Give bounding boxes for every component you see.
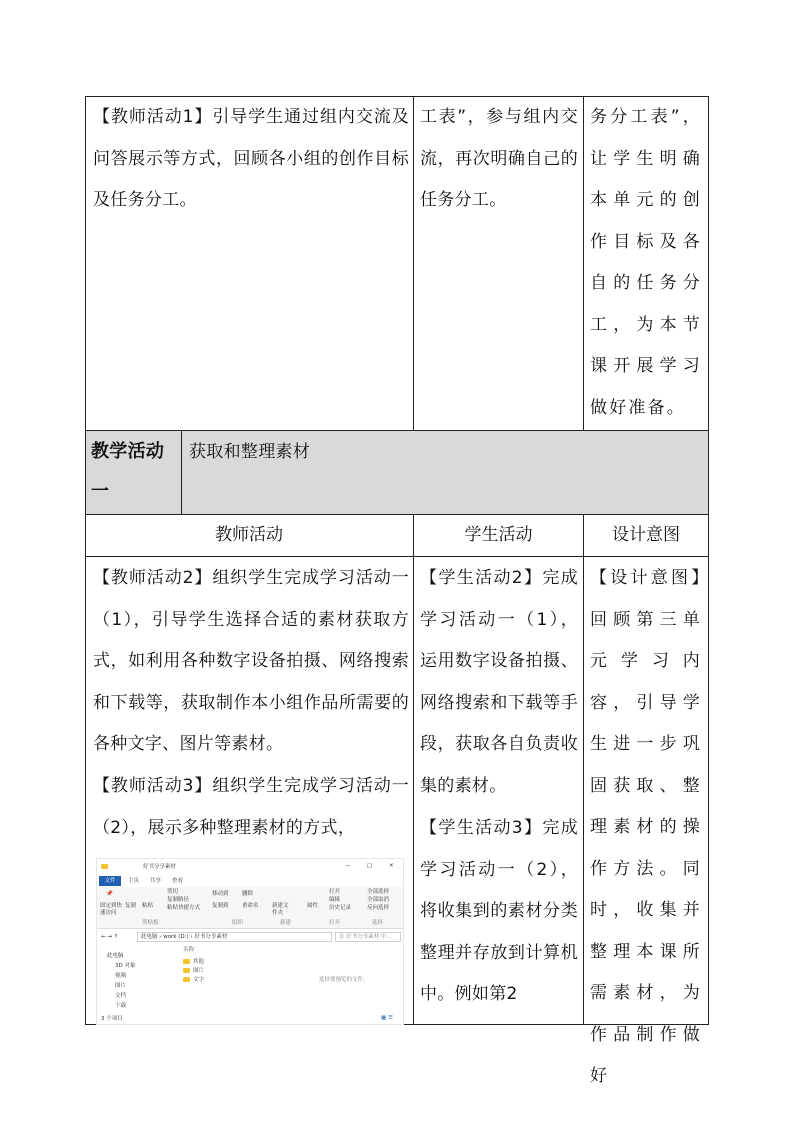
- student-activity-2: 【学生活动2】完成学习活动一（1），运用数字设备拍摄、网络搜索和下载等手段，获取各自负责收集的素材。: [420, 568, 578, 796]
- back-arrow-icon[interactable]: ← → ↑: [101, 934, 119, 940]
- ribbon-delete[interactable]: 删除: [242, 891, 254, 897]
- status-bar: [97, 1015, 403, 1024]
- ribbon-history[interactable]: 历史记录: [329, 905, 352, 911]
- table-border: [85, 556, 709, 557]
- ribbon-copy[interactable]: 复制: [125, 903, 137, 909]
- ribbon-open[interactable]: 打开: [329, 889, 341, 895]
- ribbon-new-folder[interactable]: 新建文件夹: [272, 903, 289, 916]
- teacher-activity-3: 【教师活动3】组织学生完成学习活动一（2），展示多种整理素材的方式，: [93, 776, 409, 838]
- ribbon-edit[interactable]: 编辑: [329, 897, 341, 903]
- section-label: 教学活动一: [91, 441, 165, 502]
- ribbon-select-none[interactable]: 全部取消: [367, 897, 390, 903]
- table-border: [85, 430, 709, 431]
- folder-icon: [101, 864, 111, 871]
- search-box[interactable]: [335, 932, 401, 942]
- ribbon-invert-selection[interactable]: 反向选择: [367, 905, 390, 911]
- folder-icon: [183, 959, 190, 964]
- nav-item-pictures[interactable]: 图片: [115, 983, 127, 989]
- table-border-left: [85, 96, 86, 1025]
- group-select: 选择: [372, 920, 384, 926]
- explorer-ribbon-tabs: [97, 875, 403, 887]
- ribbon-cut[interactable]: 剪切: [167, 889, 179, 895]
- tab-home[interactable]: 主页: [128, 878, 140, 884]
- file-name: 文字: [193, 977, 205, 983]
- table-border: [413, 514, 414, 1024]
- ribbon-copy-to[interactable]: 复制到: [212, 903, 229, 909]
- group-clipboard: 剪贴板: [142, 920, 159, 926]
- ribbon-pin[interactable]: 固定到快速访问: [100, 903, 123, 916]
- table-border: [583, 514, 584, 1024]
- list-item[interactable]: [183, 977, 204, 984]
- ribbon-paste[interactable]: 粘贴: [142, 903, 154, 909]
- explorer-titlebar: [97, 859, 403, 875]
- ribbon-move-to[interactable]: 移动到: [212, 891, 229, 897]
- group-organize: 组织: [232, 920, 244, 926]
- pin-icon[interactable]: 📌: [106, 891, 113, 897]
- table-border: [583, 96, 584, 430]
- ribbon-copy-path[interactable]: 复制路径: [167, 897, 190, 903]
- file-list-pane: [179, 945, 401, 1015]
- header-design: 设计意图: [612, 525, 680, 545]
- ribbon-rename[interactable]: 重命名: [242, 903, 259, 909]
- folder-icon: [183, 977, 190, 982]
- navigation-pane: [97, 945, 175, 1015]
- view-toggle-icon[interactable]: ▦ ☰: [381, 1015, 393, 1021]
- folder-icon: [183, 968, 190, 973]
- file-name: 图片: [193, 968, 205, 974]
- explorer-address-row: [97, 931, 403, 943]
- minimize-icon[interactable]: —: [345, 863, 351, 869]
- ribbon-select-all[interactable]: 全部选择: [367, 889, 390, 895]
- maximize-icon[interactable]: □: [367, 863, 373, 869]
- student-activity-3: 【学生活动3】完成学习活动一（2），将收集到的素材分类整理并存放到计算机中。例如第2: [420, 818, 578, 1004]
- nav-item-downloads[interactable]: 下载: [115, 1003, 127, 1009]
- search-placeholder: 在 好书分享素材 中...: [339, 934, 392, 940]
- tab-share[interactable]: 共享: [150, 878, 162, 884]
- item-count: 3 个项目: [101, 1016, 123, 1022]
- list-item[interactable]: [183, 968, 204, 975]
- section-title: 获取和整理素材: [189, 442, 311, 462]
- top-student-cell: 工表”，参与组内交流，再次明确自己的任务分工。: [420, 107, 578, 210]
- header-teacher: 教师活动: [215, 525, 283, 545]
- design-intent: 【设计意图】回顾第三单元学习内容，引导学生进一步巩固获取、整理素材的操作方法。同时，收集并整理本课所需素材，为作品制作做好: [590, 568, 702, 1086]
- nav-item-videos[interactable]: 视频: [115, 973, 127, 979]
- list-item[interactable]: [183, 959, 204, 966]
- group-open: 打开: [329, 920, 341, 926]
- file-name: 其他: [193, 959, 205, 965]
- address-bar[interactable]: [137, 932, 332, 942]
- table-border: [181, 430, 182, 514]
- tab-file[interactable]: 文件: [99, 876, 121, 886]
- teacher-activity-2: 【教师活动2】组织学生完成学习活动一（1），引导学生选择合适的素材获取方式，如利用各种数字设备拍摄、网络搜索和下载等，获取制作本小组作品所需要的各种文字、图片等素材。: [93, 568, 409, 754]
- tab-view[interactable]: 查看: [172, 878, 184, 884]
- table-border: [413, 96, 414, 430]
- group-new: 新建: [280, 920, 292, 926]
- top-teacher-cell: 【教师活动1】引导学生通过组内交流及问答展示等方式，回顾各小组的创作目标及任务分工。: [93, 107, 409, 210]
- nav-item-this-pc[interactable]: 此电脑: [107, 953, 124, 959]
- header-student: 学生活动: [464, 525, 533, 545]
- explorer-ribbon: [97, 887, 403, 929]
- nav-item-3d-objects[interactable]: 3D 对象: [115, 963, 136, 969]
- close-icon[interactable]: ✕: [389, 863, 394, 869]
- window-title: 好书分享素材: [143, 864, 177, 870]
- ribbon-properties[interactable]: 属性: [307, 903, 319, 909]
- preview-hint: 选择要预览的文件。: [319, 977, 369, 983]
- top-design-cell: 务分工表”，让学生明确本单元的创作目标及各自的任务分工，为本节课开展学习做好准备。: [590, 107, 702, 418]
- nav-item-documents[interactable]: 文档: [115, 993, 127, 999]
- ribbon-paste-shortcut[interactable]: 粘贴快捷方式: [167, 905, 201, 911]
- address-path: 此电脑 › work (D:) › 好书分享素材: [141, 934, 228, 940]
- file-explorer-screenshot: [96, 858, 404, 1025]
- table-border-right: [708, 96, 709, 1025]
- column-header-name[interactable]: 名称: [183, 947, 195, 953]
